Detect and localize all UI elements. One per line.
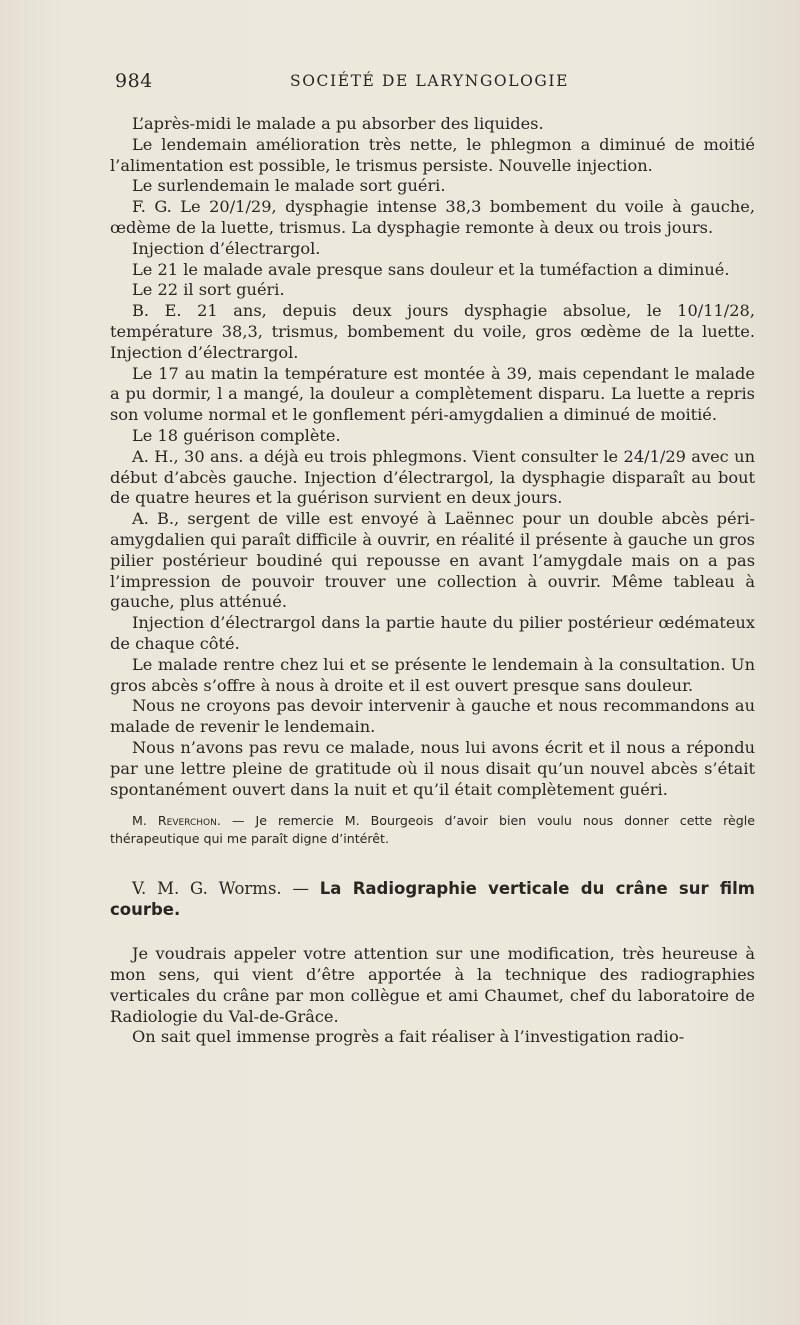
page-header	[115, 70, 755, 100]
paragraph: Le 17 au matin la température est montée à 39, mais cependant le malade a pu dormir, l a mangé, la douleur a complètement disparu. La luette a repris son volume normal et le gonflement péri-amygdalien a diminué de moitié.	[110, 363, 755, 425]
discussion-remark	[110, 812, 755, 848]
paragraph: A. H., 30 ans. a déjà eu trois phlegmons. Vient consulter le 24/1/29 avec un début d’abcès gauche. Injection d’électrargol, la dysphagie disparaît au bout de quatre heures et la guérison survient en deux jours.	[110, 446, 755, 508]
speaker-name: M. Reverchon.	[132, 813, 221, 829]
section-heading	[110, 878, 755, 920]
paragraph: B. E. 21 ans, depuis deux jours dysphagie absolue, le 10/11/28, température 38,3, trismus, bombement du voile, gros œdème de la luette. Injection d’électrargol.	[110, 301, 755, 362]
page-number: 984	[115, 70, 153, 92]
article-body	[110, 114, 755, 1048]
paragraph: Le 22 il sort guéri.	[132, 280, 285, 300]
paragraph: L’après-midi le malade a pu absorber des liquides.	[132, 114, 544, 133]
paragraph: Le 21 le malade avale presque sans douleur et la tuméfaction a diminué.	[132, 259, 730, 279]
remark-text: — Je remercie M. Bourgeois d’avoir bien voulu nous donner cette règle thérapeutique qui me paraît digne d’intérêt.	[110, 813, 755, 847]
paragraph: Je voudrais appeler votre attention sur une modification, très heureuse à mon sens, qui vient d’être apportée à la technique des radiographies verticales du crâne par mon collègue et ami Chaumet, chef du laboratoire de Radiologie du Val-de-Grâce.	[110, 944, 755, 1026]
paragraph: Nous ne croyons pas devoir intervenir à gauche et nous recommandons au malade de revenir le lendemain.	[110, 696, 755, 737]
spacer	[110, 920, 755, 944]
paragraph: Le 18 guérison complète.	[132, 425, 341, 445]
paragraph: Le malade rentre chez lui et se présente le lendemain à la consultation. Un gros abcès s’offre à nous à droite et il est ouvert presque sans douleur.	[110, 654, 755, 695]
paragraph: A. B., sergent de ville est envoyé à Laënnec pour un double abcès péri-amygdalien qui paraît difficile à ouvrir, en réalité il présente à gauche un gros pilier postérieur boudiné qui repousse en avant l’amygdale mais on a pas l’impression de pouvoir trouver une collection à ouvrir. Même tableau à gauche, plus atténué.	[110, 509, 755, 612]
paragraph: Le lendemain amélioration très nette, le phlegmon a diminué de moitié l’alimentation est possible, le trismus persiste. Nouvelle injection.	[110, 134, 755, 175]
paragraph: On sait quel immense progrès a fait réaliser à l’investigation radio-	[132, 1027, 685, 1047]
paragraph: Injection d’électrargol dans la partie haute du pilier postérieur œdémateux de chaque côté.	[110, 613, 755, 653]
paragraph: F. G. Le 20/1/29, dysphagie intense 38,3 bombement du voile à gauche, œdème de la luette, trismus. La dysphagie remonte à deux ou trois jours.	[110, 197, 755, 237]
section-title: La Radiographie verticale du crâne sur film courbe.	[110, 879, 756, 920]
section-author: V. M. G. Worms. —	[132, 879, 320, 899]
paragraph: Injection d’électrargol.	[132, 238, 321, 258]
running-title: SOCIÉTÉ DE LARYNGOLOGIE	[290, 72, 570, 90]
paragraph: Nous n’avons pas revu ce malade, nous lui avons écrit et il nous a répondu par une lettre pleine de gratitude où il nous disait qu’un nouvel abcès s’était spontanément ouvert dans la nuit et qu’il était complètement guéri.	[110, 737, 755, 799]
paragraph: Le surlendemain le malade sort guéri.	[132, 176, 446, 196]
